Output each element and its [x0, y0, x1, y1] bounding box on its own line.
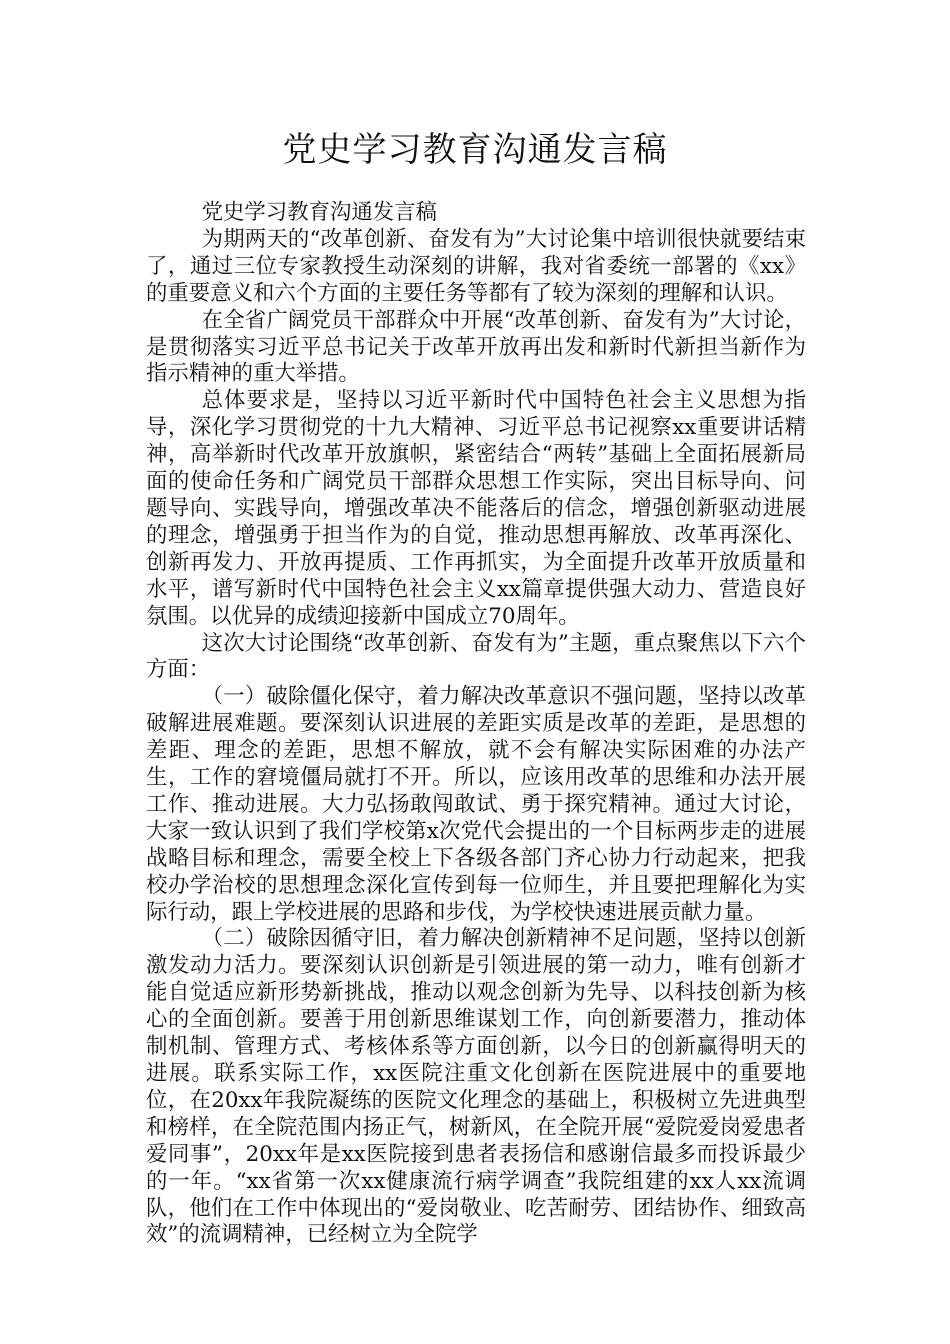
body-paragraph-focus: 这次大讨论围绕“改革创新、奋发有为”主题，重点聚焦以下六个方面：	[146, 630, 806, 683]
body-paragraph-requirements: 总体要求是，坚持以习近平新时代中国特色社会主义思想为指导，深化学习贯彻党的十九大精神、习近平总书记视察xx重要讲话精神，高举新时代改革开放旗帜，紧密结合“两转”基础上全面拓展新局面的使命任务和广阔党员干部群众思想工作实际，突出目标导向、问题导向、实践导向，增强改革决不能落后的信念，增强创新驱动进展的理念，增强勇于担当作为的自觉，推动思想再解放、改革再深化、创新再发力、开放再提质、工作再抓实，为全面提升改革开放质量和水平，谱写新时代中国特色社会主义xx篇章提供强大动力、营造良好氛围。以优异的成绩迎接新中国成立70周年。	[146, 388, 806, 629]
body-paragraph-heading: 党史学习教育沟通发言稿	[201, 200, 437, 225]
document-title: 党史学习教育沟通发言稿	[282, 130, 668, 170]
body-paragraph-discussion: 在全省广阔党员干部群众中开展“改革创新、奋发有为”大讨论，是贯彻落实习近平总书记关于改革开放再出发和新时代新担当新作为指示精神的重大举措。	[146, 307, 806, 387]
document-body	[146, 200, 806, 1249]
body-paragraph-section-two: （二）破除因循守旧，着力解决创新精神不足问题，坚持以创新激发动力活力。要深刻认识创新是引领进展的第一动力，唯有创新才能自觉适应新形势新挑战，推动以观念创新为先导、以科技创新为核心的全面创新。要善于用创新思维谋划工作，向创新要潜力，推动体制机制、管理方式、考核体系等方面创新，以今日的创新赢得明天的进展。联系实际工作，xx医院注重文化创新在医院进展中的重要地位，在20xx年我院凝练的医院文化理念的基础上，积极树立先进典型和榜样，在全院范围内扬正气，树新风，在全院开展“爱院爱岗爱患者爱同事”，20xx年是xx医院接到患者表扬信和感谢信最多而投诉最少的一年。“xx省第一次xx健康流行病学调查”我院组建的xx人xx流调队，他们在工作中体现出的“爱岗敬业、吃苦耐劳、团结协作、细致高效”的流调精神，已经树立为全院学	[146, 926, 806, 1248]
body-paragraph-section-one: （一）破除僵化保守，着力解决改革意识不强问题，坚持以改革破解进展难题。要深刻认识进展的差距实质是改革的差距，是思想的差距、理念的差距，思想不解放，就不会有解决实际困难的办法产生，工作的窘境僵局就打不开。所以，应该用改革的思维和办法开展工作、推动进展。大力弘扬敢闯敢试、勇于探究精神。通过大讨论，大家一致认识到了我们学校第x次党代会提出的一个目标两步走的进展战略目标和理念，需要全校上下各级各部门齐心协力行动起来，把我校办学治校的思想理念深化宣传到每一位师生，并且要把理解化为实际行动，跟上学校进展的思路和步伐，为学校快速进展贡献力量。	[146, 684, 806, 925]
body-paragraph-training: 为期两天的“改革创新、奋发有为”大讨论集中培训很快就要结束了，通过三位专家教授生动深刻的讲解，我对省委统一部署的《xx》的重要意义和六个方面的主要任务等都有了较为深刻的理解和认识。	[146, 226, 806, 306]
